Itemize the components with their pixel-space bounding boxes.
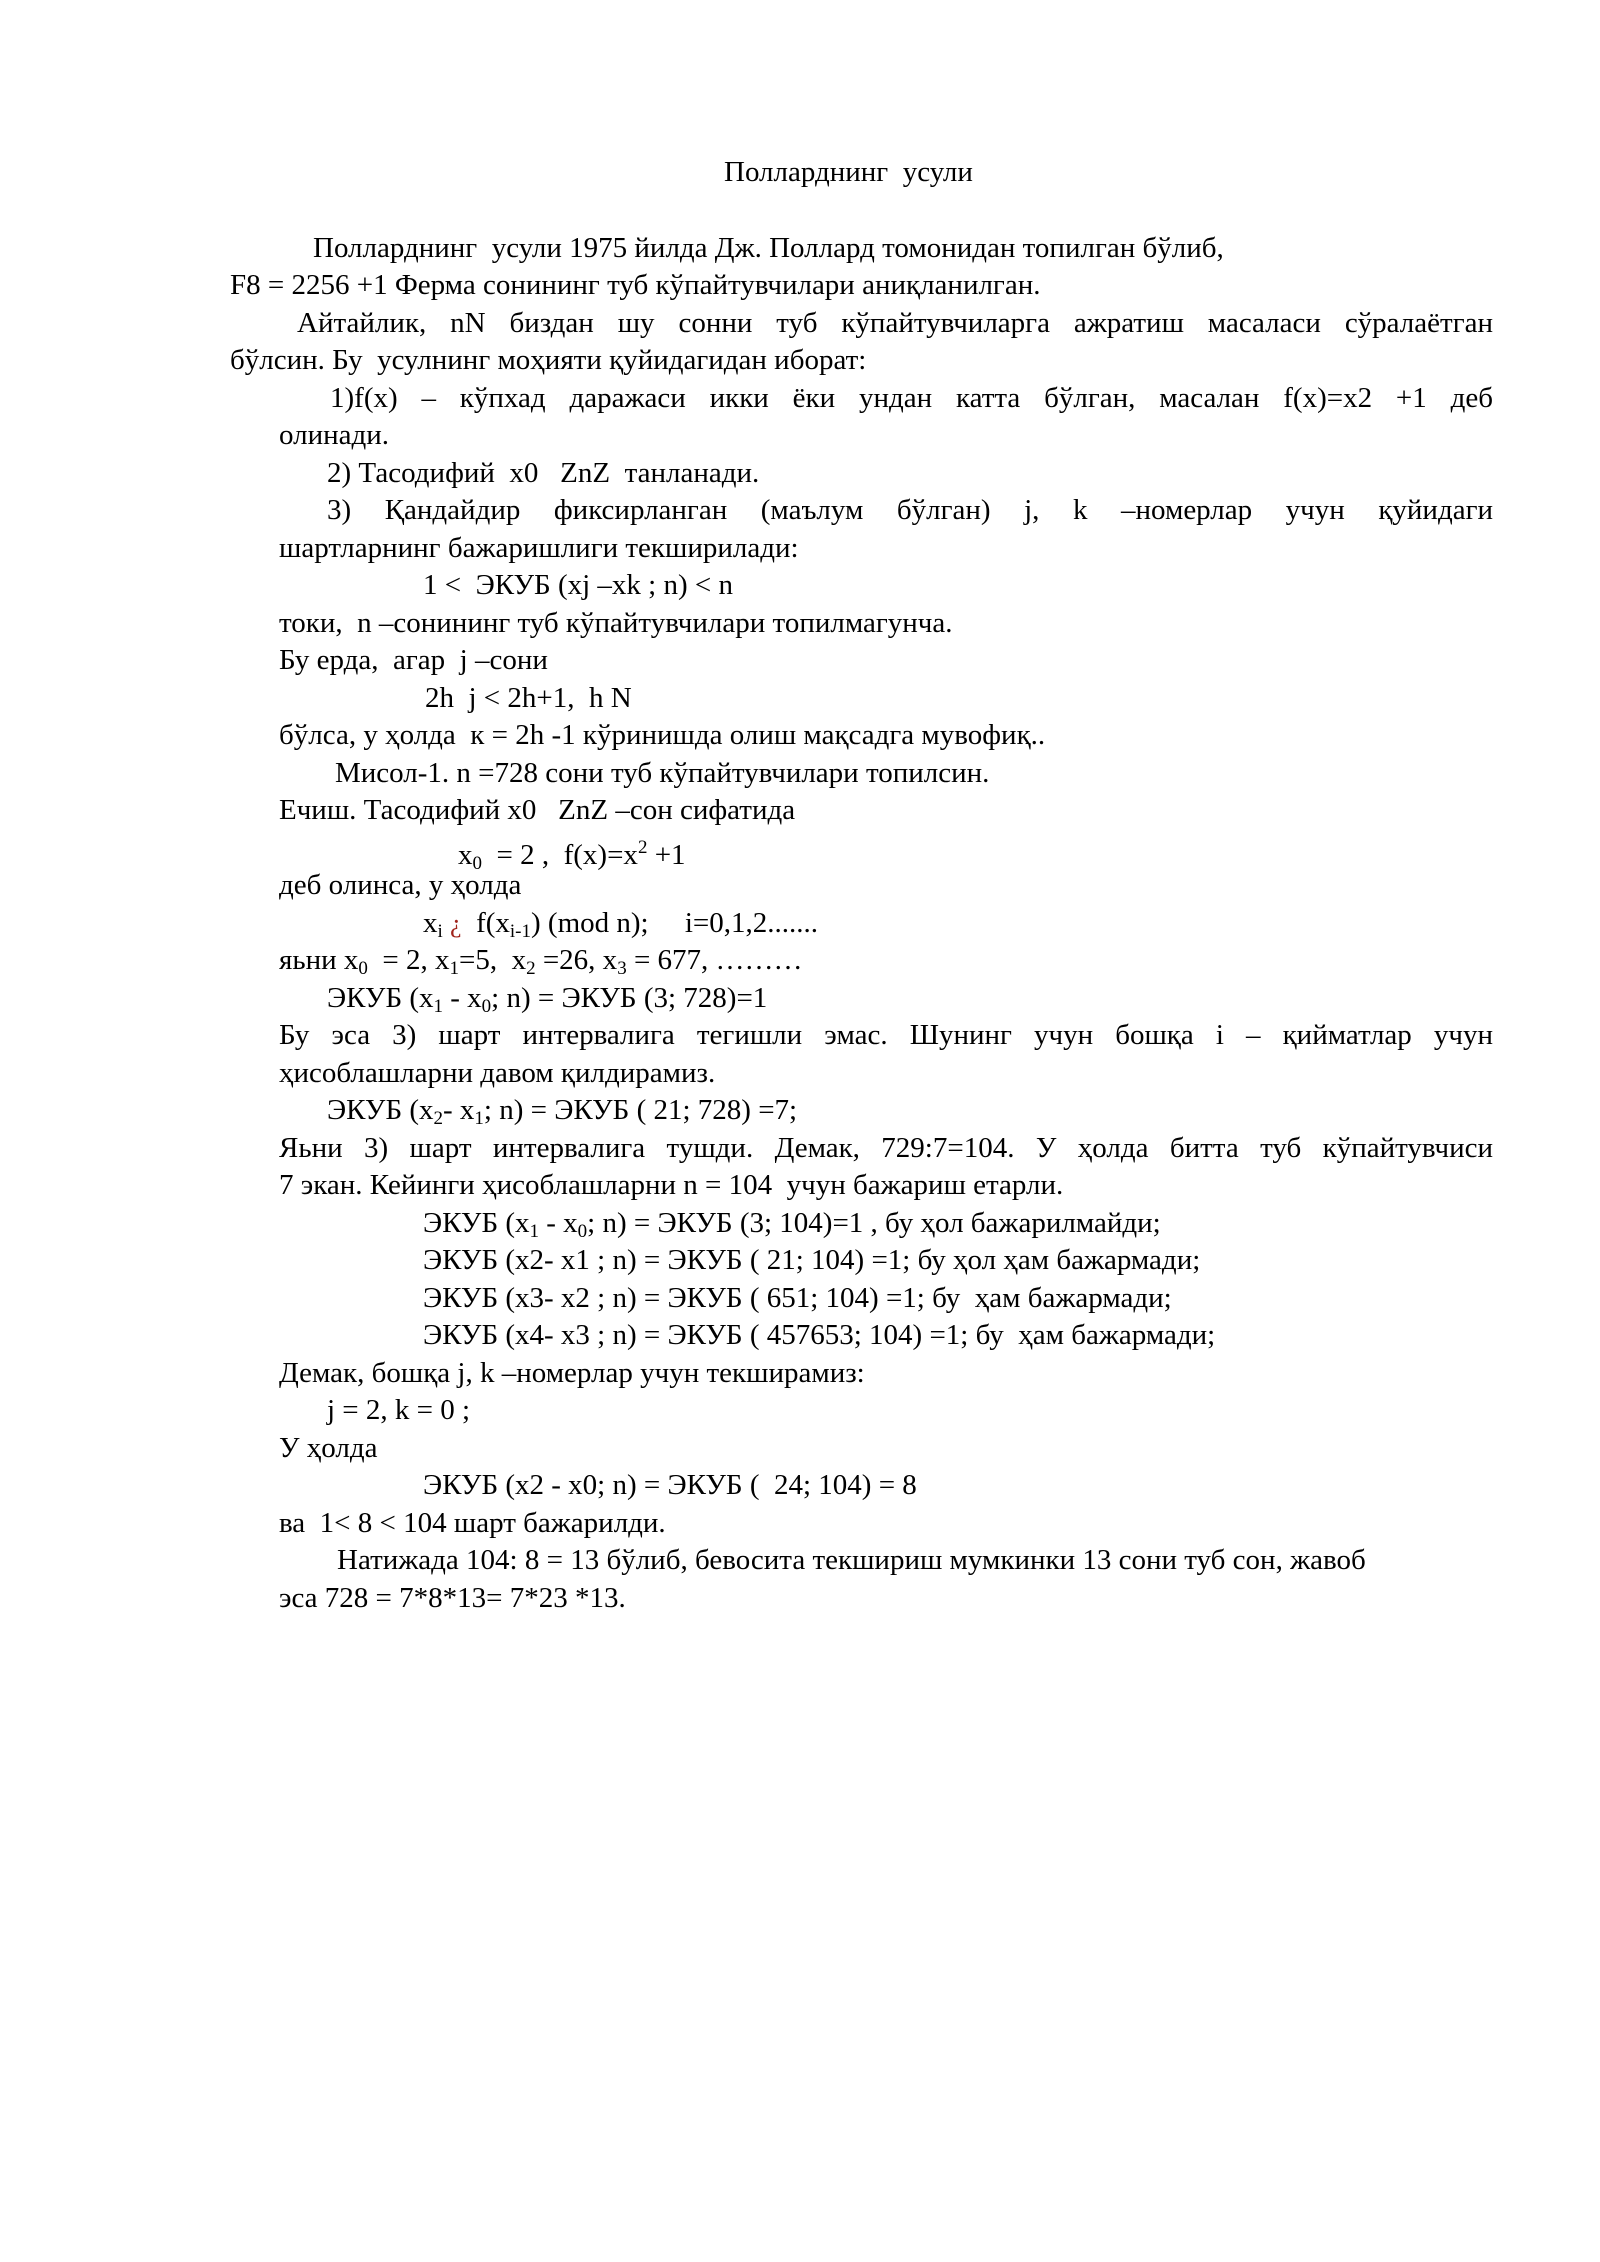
paragraph-line: деб олинса, у ҳолда <box>279 869 522 901</box>
paragraph-line: 1)f(x) – кўпхад даражаси икки ёки ундан катта бўлган, масалан f(x)=x2 +1 деб <box>330 382 1493 414</box>
paragraph-line: токи, n –сонининг туб кўпайтувчилари топилмагунча. <box>279 607 953 639</box>
paragraph-line: 3) Қандайдир фиксирланган (маълум бўлган) j, k –номерлар учун қуйидаги <box>327 494 1493 526</box>
formula-line: ЭКУБ (x3- x2 ; n) = ЭКУБ ( 651; 104) =1; бу ҳам бажармади; <box>423 1282 1172 1314</box>
formula-line: ЭКУБ ($x_1 - x_0$; n) = ЭКУБ (3; 728)=1 <box>327 982 768 1017</box>
formula-line: $x_i$ ¿ $f(x_{i-1})$ (mod n); i=0,1,2....... <box>423 907 819 942</box>
paragraph-line: бўлса, у ҳолда к = 2h -1 кўринишда олиш мақсадга мувофиқ.. <box>279 719 1046 751</box>
paragraph-line: У ҳолда <box>279 1432 378 1464</box>
paragraph-line: ҳисоблашларни давом қилдирамиз. <box>279 1057 716 1089</box>
paragraph-line: Полларднинг усули 1975 йилда Дж. Поллард томонидан топилган бўлиб, <box>313 232 1224 264</box>
paragraph-line: Бу ерда, агар j –сони <box>279 644 548 676</box>
formula-line: j = 2, k = 0 ; <box>327 1394 471 1426</box>
paragraph-line: Бу эса 3) шарт интервалига тегишли эмас. Шунинг учун бошқа i – қийматлар учун <box>279 1019 1493 1051</box>
paragraph-line: эса 728 = 7*8*13= 7*23 *13. <box>279 1582 626 1614</box>
formula-line: 1 < ЭКУБ (xj –xk ; n) < n <box>423 569 733 601</box>
paragraph-line: Натижада 104: 8 = 13 бўлиб, бевосита текшириш мумкинки 13 сони туб сон, жавоб <box>337 1544 1366 1576</box>
paragraph-line: Яьни 3) шарт интервалига тушди. Демак, 729:7=104. У ҳолда битта туб кўпайтувчиси <box>279 1132 1493 1164</box>
paragraph-line: олинади. <box>279 419 390 451</box>
paragraph-line: 2) Тасодифий x0 ZnZ танланади. <box>327 457 760 489</box>
formula-line: ЭКУБ ($x_2-$ $x_1$; n) = ЭКУБ ( 21; 728) =7; <box>327 1094 798 1129</box>
paragraph-line: Демак, бошқа j, k –номерлар учун текширамиз: <box>279 1357 865 1389</box>
example-heading: Мисол-1. n =728 сони туб кўпайтувчилари топилсин. <box>335 757 990 789</box>
paragraph-line: ва 1< 8 < 104 шарт бажарилди. <box>279 1507 666 1539</box>
paragraph-line: бўлсин. Бу усулнинг моҳияти қуйидагидан иборат: <box>230 344 867 376</box>
paragraph-line: 7 экан. Кейинги ҳисоблашларни n = 104 учун бажариш етарли. <box>279 1169 1064 1201</box>
paragraph-line: шартларнинг бажаришлиги текширилади: <box>279 532 799 564</box>
formula-line: $x_0 = 2$ , $f(x)=x^2 +1$ <box>458 837 686 874</box>
page-title: Полларднинг усули <box>724 156 973 188</box>
paragraph-line: Айтайлик, nN биздан шу сонни туб кўпайтувчиларга ажратиш масаласи сўралаётган <box>297 307 1493 339</box>
formula-line: ЭКУБ (x2- x1 ; n) = ЭКУБ ( 21; 104) =1; бу ҳол ҳам бажармади; <box>423 1244 1201 1276</box>
paragraph-line: яьни $x_0 = 2$, $x_1=5$, $x_2 =26$, $x_3 = 677$, ……… <box>279 944 803 979</box>
paragraph-line: Ечиш. Тасодифий x0 ZnZ –сон сифатида <box>279 794 796 826</box>
formula-line: ЭКУБ (x4- x3 ; n) = ЭКУБ ( 457653; 104) =1; бу ҳам бажармади; <box>423 1319 1216 1351</box>
formula-line: ЭКУБ ($x_1 - x_0$; n) = ЭКУБ (3; 104)=1 , бу ҳол бажарилмайди; <box>423 1207 1161 1242</box>
paragraph-line: F8 = 2256 +1 Ферма сонининг туб кўпайтувчилари аниқланилган. <box>230 269 1041 301</box>
formula-line: 2h j < 2h+1, h N <box>425 682 632 714</box>
formula-line: ЭКУБ (x2 - x0; n) = ЭКУБ ( 24; 104) = 8 <box>423 1469 917 1501</box>
unrendered-symbol-mark: ¿ <box>450 909 462 938</box>
